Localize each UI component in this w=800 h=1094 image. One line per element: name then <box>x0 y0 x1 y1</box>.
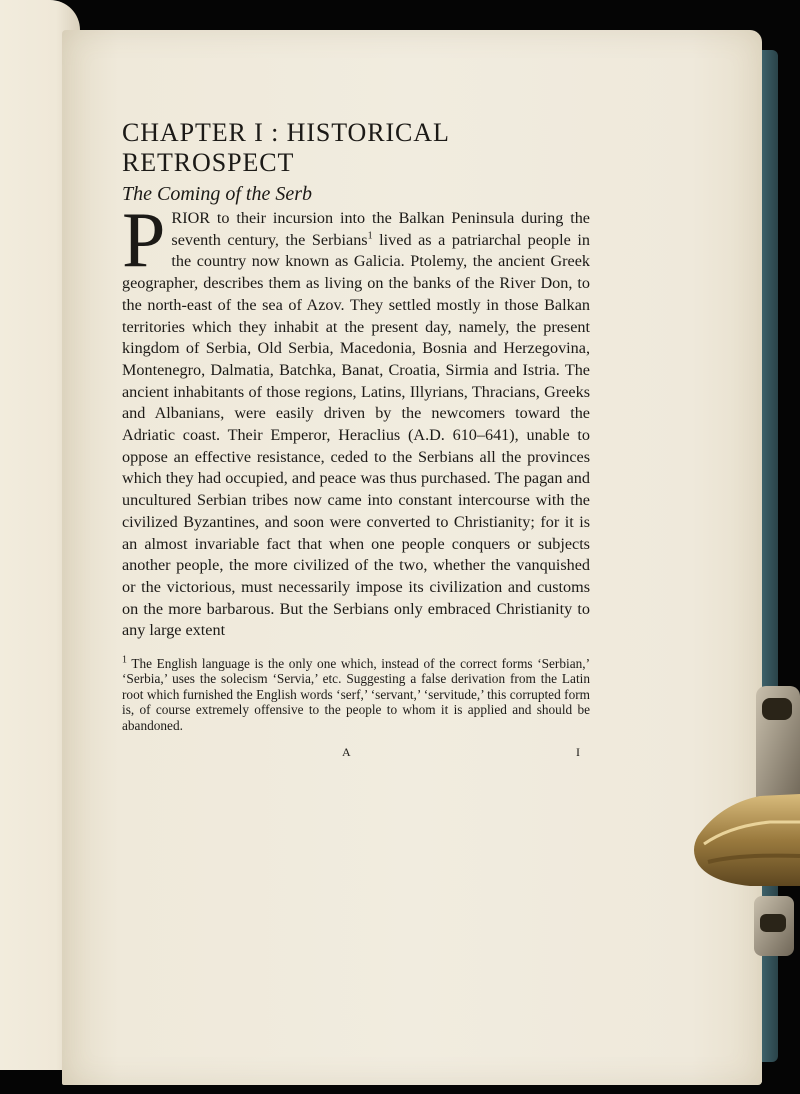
era-abbreviation: A.D. <box>413 426 445 445</box>
page-text-block <box>122 118 590 760</box>
footnote-marker: 1 <box>122 654 127 666</box>
body-paragraph <box>122 196 590 642</box>
section-title: The Coming of the Serb <box>122 183 312 205</box>
footnote <box>122 656 590 733</box>
chapter-title-line-1: CHAPTER I : HISTORICAL <box>122 118 450 147</box>
chapter-title <box>122 118 590 178</box>
body-text-1: RIOR to their incursion into the Balkan Peninsula during the seventh century, the Serbians <box>171 209 590 249</box>
drop-cap: P <box>122 196 166 283</box>
footnote-text: The English language is the only one which, instead of the correct forms ‘Serbian,’ ‘Serbia,’ uses the solecism ‘Servia,’ etc. Suggesting a false derivation from the Latin root which furnished the English words ‘serf,’ ‘servant,’ ‘servitude,’ this corrupted form is, of course extremely offensive to the people to whom it is applied and should be abandoned. <box>122 656 590 733</box>
brass-clasp-icon <box>690 686 800 960</box>
page-number: I <box>576 745 580 760</box>
body-text-2: lived as a patriarchal people in the country now known as Galicia. Ptolemy, the ancient Greek geographer, describes them as living on the banks of the River Don, to the north-east of the sea of Azov. They settled mostly in those Balkan territories which they inhabit at the present day, namely, the present kingdom of Serbia, Old Serbia, Macedonia, Bosnia and Herzegovina, Montenegro, Dalmatia, Batchka, Banat, Croatia, Sirmia and Istria. The ancient inhabitants of those regions, Latins, Illyrians, Thracians, Greeks and Albanians, were easily driven by the newcomers toward the Adriatic coast. Their Emperor, Heraclius ( <box>122 230 590 445</box>
footnote-reference: 1 <box>367 230 373 242</box>
chapter-title-line-2: RETROSPECT <box>122 148 295 177</box>
page-footer <box>122 745 590 760</box>
signature-mark: A <box>342 745 351 760</box>
body-text-3: 610–641), unable to oppose an effective resistance, ceded to the Serbians all the provinces which they had occupied, and peace was thus purchased. The pagan and uncultured Serbian tribes now came into constant intercourse with the civilized Byzantines, and soon were converted to Christianity; for it is an almost invariable fact that when one people conquers or subjects another people, the more civilized of the two, whether the vanquished or the victorious, must necessarily impose its civilization and customs on the more barbarous. But the Serbians only embraced Christianity to any large extent <box>122 426 590 640</box>
